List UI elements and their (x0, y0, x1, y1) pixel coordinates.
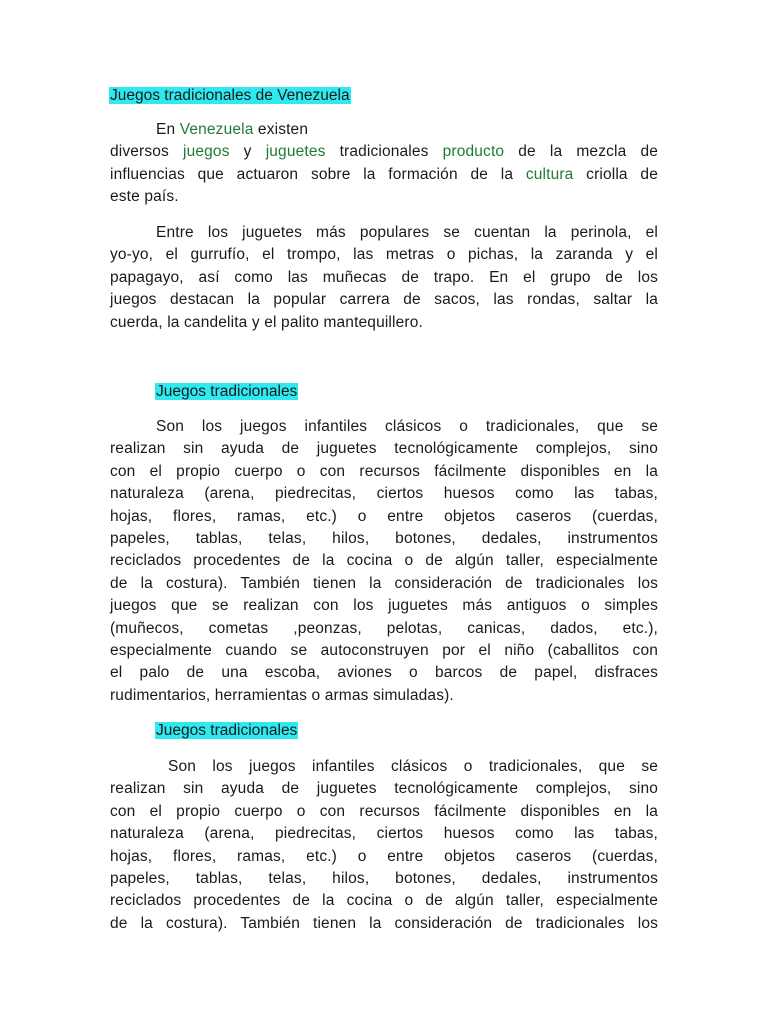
section1-line: papeles, tablas, telas, hilos, botones, dedales, instrumentos (110, 529, 658, 547)
popular-line: yo-yo, el gurrufío, el trompo, las metras o pichas, la zaranda y el (110, 246, 658, 264)
section2-line: reciclados procedentes de la cocina o de algún taller, especialmente (110, 892, 658, 910)
link-juguetes[interactable]: juguetes (265, 143, 326, 161)
link-cultura[interactable]: cultura (525, 165, 574, 183)
section1-line: hojas, flores, ramas, etc.) o entre objetos caseros (cuerdas, (110, 507, 658, 525)
section2-heading (155, 721, 298, 741)
link-venezuela[interactable]: Venezuela (179, 121, 254, 138)
section2-line: de la costura). También tienen la consideración de tradicionales los (110, 914, 658, 932)
section2-line: naturaleza (arena, piedrecitas, ciertos huesos como las tabas, (110, 825, 658, 843)
link-juegos[interactable]: juegos (183, 143, 230, 161)
section1-line: realizan sin ayuda de juguetes tecnológicamente complejos, sino (110, 440, 658, 458)
popular-line: papagayo, así como las muñecas de trapo. En el grupo de los (110, 268, 658, 286)
intro-line-4: este país. (110, 188, 179, 206)
section1-line: con el propio cuerpo o con recursos fácilmente disponibles en la (110, 462, 658, 480)
section1-heading (155, 382, 298, 402)
section1-line: Son los juegos infantiles clásicos o tradicionales, que se (156, 418, 658, 435)
section1-heading-highlight: Juegos tradicionales (156, 383, 298, 400)
section2-line: Son los juegos infantiles clásicos o tradicionales, que se (168, 758, 658, 775)
section1-line: rudimentarios, herramientas o armas simuladas). (110, 686, 454, 704)
section2-line: papeles, tablas, telas, hilos, botones, dedales, instrumentos (110, 869, 658, 887)
section2-line: hojas, flores, ramas, etc.) o entre objetos caseros (cuerdas, (110, 847, 658, 865)
section1-line: juegos que se realizan con los juguetes más antiguos o simples (110, 597, 658, 615)
section2-line: realizan sin ayuda de juguetes tecnológicamente complejos, sino (110, 780, 658, 798)
link-producto[interactable]: producto (442, 143, 505, 161)
popular-line: Entre los juguetes más populares se cuentan la perinola, el (156, 224, 658, 241)
title-highlight: Juegos tradicionales de Venezuela (110, 87, 350, 104)
section1-paragraph (110, 416, 658, 707)
section1-line: el palo de una escoba, aviones o barcos de papel, disfraces (110, 664, 658, 682)
popular-toys-paragraph (110, 222, 658, 334)
intro-line-3: influencias que actuaron sobre la formación de la cultura criolla de (110, 165, 658, 183)
popular-line: cuerda, la candelita y el palito mantequillero. (110, 313, 423, 331)
section2-paragraph (110, 756, 658, 935)
section2-heading-highlight: Juegos tradicionales (156, 722, 298, 739)
section1-line: reciclados procedentes de la cocina o de algún taller, especialmente (110, 552, 658, 570)
section1-line: naturaleza (arena, piedrecitas, ciertos huesos como las tabas, (110, 485, 658, 503)
intro-line-2: diversos juegos y juguetes tradicionales producto de la mezcla de (110, 143, 658, 161)
section1-line: (muñecos, cometas ,peonzas, pelotas, canicas, dados, etc.), (110, 619, 658, 637)
popular-line: juegos destacan la popular carrera de sacos, las rondas, saltar la (110, 291, 658, 309)
document-title (109, 86, 351, 106)
section1-line: especialmente cuando se autoconstruyen por el niño (caballitos con (110, 641, 658, 659)
intro-paragraph (110, 119, 658, 209)
intro-line-1: En Venezuela existen (156, 121, 309, 138)
section2-line: con el propio cuerpo o con recursos fácilmente disponibles en la (110, 802, 658, 820)
section1-line: de la costura). También tienen la consideración de tradicionales los (110, 574, 658, 592)
